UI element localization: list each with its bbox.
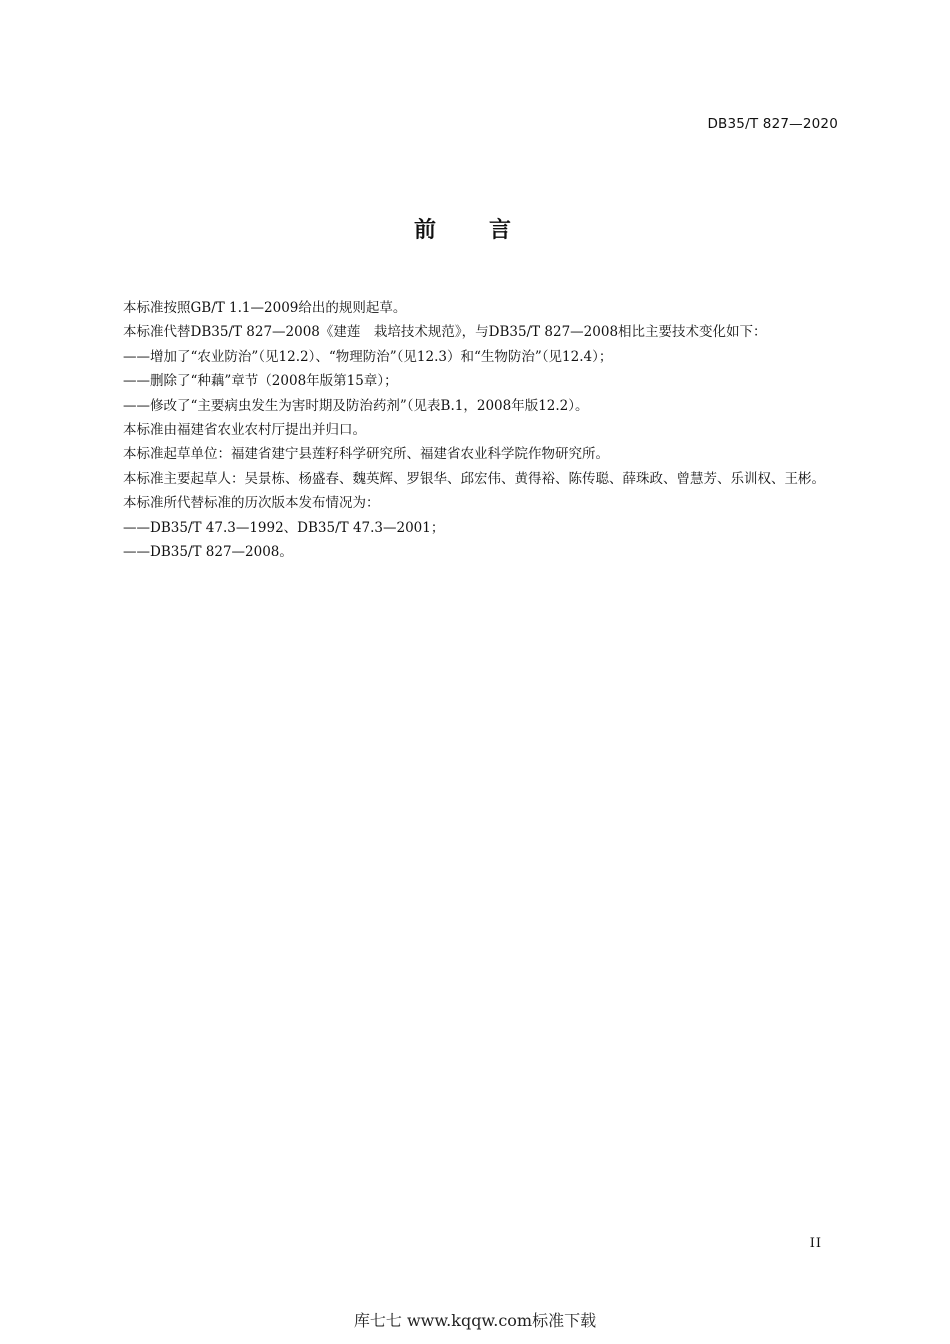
paragraph-drafting-rule: 本标准按照GB/T 1.1—2009给出的规则起草。: [123, 300, 407, 316]
list-item-deleted: ——删除了“种藕”章节（2008年版第15章）；: [123, 373, 398, 390]
paragraph-proposer: 本标准由福建省农业农村厅提出并归口。: [123, 422, 366, 439]
list-item-modified: ——修改了“主要病虫发生为害时期及防治药剂”（见表B.1，2008年版12.2）。: [123, 397, 589, 414]
list-item-history-2: ——DB35/T 827—2008。: [123, 544, 293, 561]
list-item-history-1: ——DB35/T 47.3—1992、DB35/T 47.3—2001；: [123, 519, 445, 536]
standard-code: DB35/T 827—2020: [707, 116, 838, 132]
page-title: [0, 213, 926, 244]
page-number: II: [809, 1236, 822, 1251]
paragraph-drafting-units: 本标准起草单位：福建省建宁县莲籽科学研究所、福建省农业科学院作物研究所。: [123, 446, 609, 463]
footer-watermark: 库七七 www.kqqw.com标准下载: [353, 1311, 597, 1330]
foreword-body: [92, 296, 840, 564]
paragraph-history-intro: 本标准所代替标准的历次版本发布情况为：: [123, 495, 380, 512]
title-char-1: 前: [413, 218, 437, 243]
paragraph-drafters: 本标准主要起草人：吴景栋、杨盛春、魏英辉、罗银华、邱宏伟、黄得裕、陈传聪、薛珠政、曾慧芳、乐训权、王彬。: [123, 470, 825, 487]
paragraph-replacement: 本标准代替DB35/T 827—2008《建莲 栽培技术规范》，与DB35/T 827—2008相比主要技术变化如下：: [123, 324, 767, 341]
list-item-added: ——增加了“农业防治”（见12.2）、“物理防治”（见12.3）和“生物防治”（见12.4）；: [123, 348, 613, 365]
title-char-2: 言: [489, 218, 513, 243]
